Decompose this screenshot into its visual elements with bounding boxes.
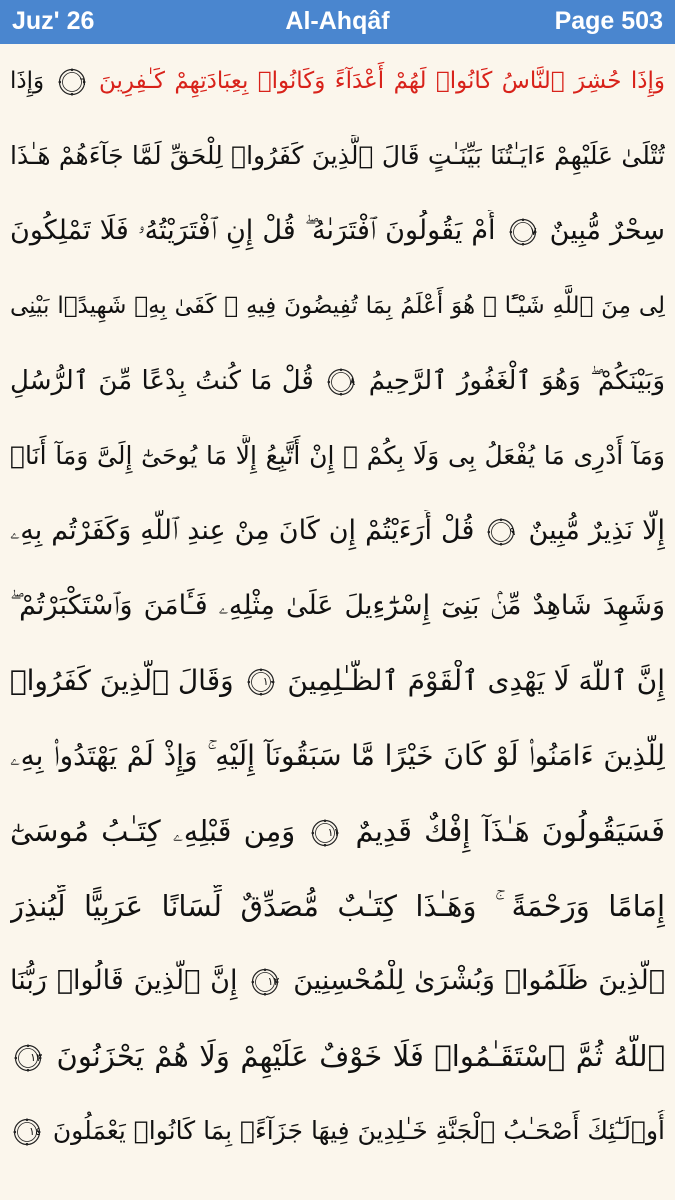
quran-text-block[interactable] <box>10 60 665 1185</box>
verse-text[interactable]: قُلْ مَا كُنتُ بِدْعًا مِّنَ ٱلرُّسُلِ <box>10 366 314 396</box>
verse-line <box>10 1035 665 1110</box>
ayah-number: ٦ <box>79 74 86 88</box>
verse-text[interactable]: إِنَّ ٱللَّهَ لَا يَهْدِى ٱلْقَوْمَ ٱلظَّـٰلِمِينَ <box>287 664 665 697</box>
page-header <box>0 0 675 44</box>
ayah-number: ١١ <box>327 826 340 839</box>
verse-text[interactable]: فَسَيَقُولُونَ هَـٰذَآ إِفْكٌ قَدِيمٌ <box>355 814 665 848</box>
ayah-number-marker[interactable] <box>509 218 537 246</box>
verse-line <box>10 660 665 735</box>
ayah-number-marker[interactable] <box>58 68 86 96</box>
ayah-number: ١٤ <box>29 1125 41 1138</box>
ayah-number: ١٠ <box>262 675 275 688</box>
verse-line <box>10 585 665 660</box>
ayah-number: ١٣ <box>30 1051 42 1064</box>
ayah-number-marker[interactable] <box>251 968 279 996</box>
ayah-number: ٩ <box>509 524 516 538</box>
verse-line <box>10 960 665 1035</box>
verse-line <box>10 285 665 360</box>
verse-line <box>10 135 665 210</box>
verse-line <box>10 60 665 135</box>
verse-text[interactable]: ٱلَّذِينَ ظَلَمُوا۟ وَبُشْرَىٰ لِلْمُحْسِنِينَ <box>293 965 665 996</box>
ayah-number: ١٢ <box>267 974 280 988</box>
ayah-number-marker[interactable] <box>13 1118 41 1146</box>
ayah-number-marker[interactable] <box>487 518 515 546</box>
verse-text[interactable]: إِلَّا نَذِيرٌ مُّبِينٌ <box>528 515 665 546</box>
verse-line <box>10 360 665 435</box>
verse-text[interactable]: سِحْرٌ مُّبِينٌ <box>549 215 665 246</box>
verse-text[interactable]: وَقَالَ ٱلَّذِينَ كَفَرُوا۟ <box>10 664 234 697</box>
juz-label: Juz' 26 <box>12 7 95 35</box>
ayah-number-marker[interactable] <box>311 819 339 847</box>
verse-text[interactable]: ٱللَّهُ ثُمَّ ٱسْتَقَـٰمُوا۟ فَلَا خَوْفٌ عَلَيْهِمْ وَلَا هُمْ يَحْزَنُونَ <box>56 1039 665 1073</box>
ayah-number-marker[interactable] <box>14 1044 42 1072</box>
verse-line <box>10 735 665 810</box>
verse-line <box>10 435 665 510</box>
verse-text[interactable]: وَإِذَا <box>10 68 45 94</box>
verse-text[interactable]: وَمِن قَبْلِهِۦ كِتَـٰبُ مُوسَىٰٓ <box>10 814 296 848</box>
verse-text[interactable]: وَمَآ أَدْرِى مَا يُفْعَلُ بِى وَلَا بِكُمْ ۖ إِنْ أَتَّبِعُ إِلَّا مَا يُوحَىٰٓ إِلَىَّ وَمَآ أَنَا۠ <box>10 441 665 470</box>
highlighted-verse-text[interactable]: وَإِذَا حُشِرَ ٱلنَّاسُ كَانُوا۟ لَهُمْ أَعْدَآءً وَكَانُوا۟ بِعِبَادَتِهِمْ كَـٰفِرِينَ <box>99 68 665 94</box>
verse-line <box>10 210 665 285</box>
verse-line <box>10 810 665 885</box>
verse-line <box>10 510 665 585</box>
verse-text[interactable]: إِمَامًا وَرَحْمَةً ۚ وَهَـٰذَا كِتَـٰبٌ مُّصَدِّقٌ لِّسَانًا عَرَبِيًّا لِّيُنذِرَ <box>10 889 665 923</box>
verse-text[interactable]: تُتْلَىٰ عَلَيْهِمْ ءَايَـٰتُنَا بَيِّنَـٰتٍ قَالَ ٱلَّذِينَ كَفَرُوا۟ لِلْحَقِّ لَمَّا جَآءَهُمْ هَـٰذَا <box>10 141 665 170</box>
verse-text[interactable]: إِنَّ ٱلَّذِينَ قَالُوا۟ رَبُّنَا <box>10 965 238 996</box>
verse-line <box>10 1110 665 1185</box>
ayah-number-marker[interactable] <box>247 668 275 696</box>
verse-text[interactable]: وَبَيْنَكُمْ ۖ وَهُوَ ٱلْغَفُورُ ٱلرَّحِيمُ <box>368 366 665 396</box>
ayah-number: ٨ <box>349 374 356 388</box>
verse-text[interactable]: لِلَّذِينَ ءَامَنُوا۟ لَوْ كَانَ خَيْرًا مَّا سَبَقُونَآ إِلَيْهِ ۚ وَإِذْ لَمْ يَهْتَدُوا۟ بِهِۦ <box>10 739 665 772</box>
surah-title: Al-Ahqâf <box>285 7 390 35</box>
ayah-number: ٧ <box>530 224 537 238</box>
verse-line <box>10 885 665 960</box>
verse-text[interactable]: وَشَهِدَ شَاهِدٌ مِّنۢ بَنِىٓ إِسْرَٰٓءِيلَ عَلَىٰ مِثْلِهِۦ فَـَٔامَنَ وَٱسْتَكْبَرْتُمْ ۖ <box>10 590 665 621</box>
page-number-label: Page 503 <box>554 7 663 35</box>
verse-text[interactable]: أُو۟لَـٰٓئِكَ أَصْحَـٰبُ ٱلْجَنَّةِ خَـٰلِدِينَ فِيهَا جَزَآءًۢ بِمَا كَانُوا۟ يَعْمَلُونَ <box>52 1116 665 1145</box>
verse-text[interactable]: أَمْ يَقُولُونَ ٱفْتَرَىٰهُ ۖ قُلْ إِنِ ٱفْتَرَيْتُهُۥ فَلَا تَمْلِكُونَ <box>10 215 496 246</box>
verse-text[interactable]: لِى مِنَ ٱللَّهِ شَيْـًٔا ۖ هُوَ أَعْلَمُ بِمَا تُفِيضُونَ فِيهِ ۖ كَفَىٰ بِهِۦ شَهِيدًۢا بَيْنِى <box>10 293 665 319</box>
ayah-number-marker[interactable] <box>327 368 355 396</box>
verse-text[interactable]: قُلْ أَرَءَيْتُمْ إِن كَانَ مِنْ عِندِ ٱللَّهِ وَكَفَرْتُم بِهِۦ <box>10 515 475 546</box>
